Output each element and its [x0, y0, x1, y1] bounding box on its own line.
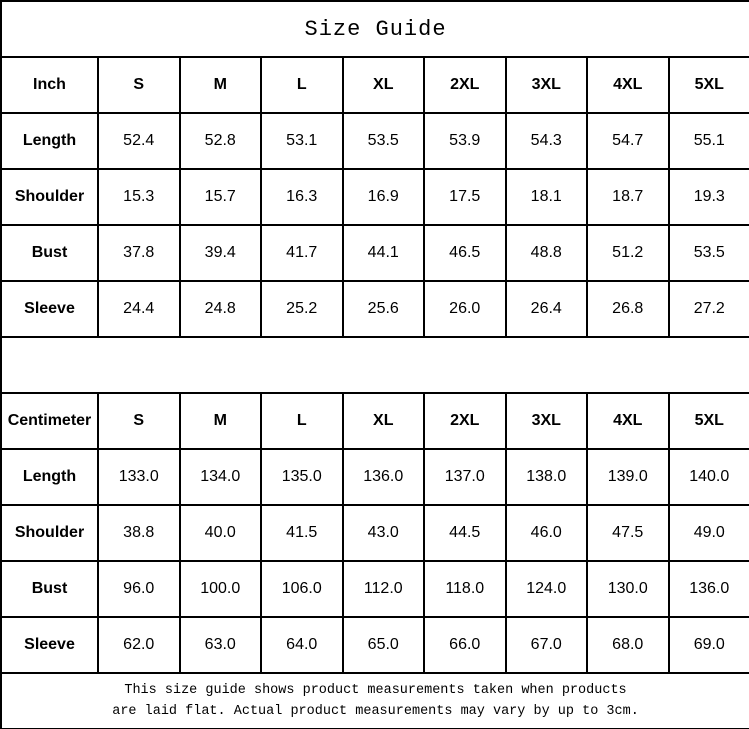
size-column-header: 5XL — [669, 57, 749, 113]
size-column-header: 5XL — [669, 393, 749, 449]
measurement-label: Bust — [1, 561, 98, 617]
centimeter-header-row — [1, 393, 749, 449]
measurement-value: 37.8 — [98, 225, 180, 281]
size-column-header: 4XL — [587, 393, 669, 449]
measurement-value: 62.0 — [98, 617, 180, 673]
measurement-label: Sleeve — [1, 617, 98, 673]
size-column-header: M — [180, 393, 262, 449]
measurement-value: 19.3 — [669, 169, 749, 225]
measurement-value: 40.0 — [180, 505, 262, 561]
measurement-value: 53.1 — [261, 113, 343, 169]
measurement-label: Length — [1, 449, 98, 505]
footer-note-line1: This size guide shows product measurements taken when products — [124, 682, 627, 698]
measurement-value: 66.0 — [424, 617, 506, 673]
measurement-label: Shoulder — [1, 505, 98, 561]
table-row — [1, 505, 749, 561]
size-column-header: 3XL — [506, 57, 588, 113]
measurement-value: 133.0 — [98, 449, 180, 505]
spacer-row — [1, 337, 749, 393]
measurement-value: 39.4 — [180, 225, 262, 281]
measurement-label: Sleeve — [1, 281, 98, 337]
measurement-label: Shoulder — [1, 169, 98, 225]
table-row — [1, 113, 749, 169]
measurement-value: 67.0 — [506, 617, 588, 673]
size-column-header: 2XL — [424, 57, 506, 113]
measurement-value: 55.1 — [669, 113, 749, 169]
size-column-header: M — [180, 57, 262, 113]
page-title: Size Guide — [1, 1, 749, 57]
footer-note — [1, 673, 749, 729]
measurement-value: 48.8 — [506, 225, 588, 281]
measurement-value: 24.4 — [98, 281, 180, 337]
measurement-value: 136.0 — [343, 449, 425, 505]
measurement-value: 54.7 — [587, 113, 669, 169]
measurement-value: 18.7 — [587, 169, 669, 225]
measurement-value: 41.5 — [261, 505, 343, 561]
size-column-header: S — [98, 57, 180, 113]
measurement-value: 52.4 — [98, 113, 180, 169]
measurement-value: 27.2 — [669, 281, 749, 337]
measurement-value: 18.1 — [506, 169, 588, 225]
measurement-value: 25.6 — [343, 281, 425, 337]
measurement-value: 118.0 — [424, 561, 506, 617]
size-column-header: XL — [343, 57, 425, 113]
measurement-value: 63.0 — [180, 617, 262, 673]
title-row — [1, 1, 749, 57]
measurement-value: 112.0 — [343, 561, 425, 617]
measurement-value: 26.8 — [587, 281, 669, 337]
size-column-header: XL — [343, 393, 425, 449]
measurement-value: 65.0 — [343, 617, 425, 673]
footer-note-line2: are laid flat. Actual product measurements may vary by up to 3cm. — [112, 703, 639, 719]
measurement-value: 47.5 — [587, 505, 669, 561]
measurement-value: 16.3 — [261, 169, 343, 225]
table-row — [1, 561, 749, 617]
measurement-value: 106.0 — [261, 561, 343, 617]
measurement-value: 44.1 — [343, 225, 425, 281]
measurement-value: 38.8 — [98, 505, 180, 561]
measurement-value: 49.0 — [669, 505, 749, 561]
size-column-header: L — [261, 57, 343, 113]
measurement-value: 130.0 — [587, 561, 669, 617]
measurement-value: 137.0 — [424, 449, 506, 505]
measurement-label: Bust — [1, 225, 98, 281]
measurement-label: Length — [1, 113, 98, 169]
measurement-value: 139.0 — [587, 449, 669, 505]
table-row — [1, 169, 749, 225]
size-column-header: S — [98, 393, 180, 449]
measurement-value: 134.0 — [180, 449, 262, 505]
measurement-value: 26.0 — [424, 281, 506, 337]
size-column-header: L — [261, 393, 343, 449]
measurement-value: 24.8 — [180, 281, 262, 337]
table-row — [1, 225, 749, 281]
measurement-value: 68.0 — [587, 617, 669, 673]
measurement-value: 135.0 — [261, 449, 343, 505]
table-row — [1, 281, 749, 337]
measurement-value: 140.0 — [669, 449, 749, 505]
measurement-value: 46.5 — [424, 225, 506, 281]
measurement-value: 17.5 — [424, 169, 506, 225]
measurement-value: 136.0 — [669, 561, 749, 617]
measurement-value: 44.5 — [424, 505, 506, 561]
measurement-value: 16.9 — [343, 169, 425, 225]
measurement-value: 52.8 — [180, 113, 262, 169]
unit-label-inch: Inch — [1, 57, 98, 113]
measurement-value: 15.7 — [180, 169, 262, 225]
measurement-value: 54.3 — [506, 113, 588, 169]
measurement-value: 43.0 — [343, 505, 425, 561]
measurement-value: 100.0 — [180, 561, 262, 617]
measurement-value: 51.2 — [587, 225, 669, 281]
size-column-header: 4XL — [587, 57, 669, 113]
measurement-value: 64.0 — [261, 617, 343, 673]
footer-row — [1, 673, 749, 729]
measurement-value: 124.0 — [506, 561, 588, 617]
table-row — [1, 617, 749, 673]
size-column-header: 3XL — [506, 393, 588, 449]
table-row — [1, 449, 749, 505]
measurement-value: 138.0 — [506, 449, 588, 505]
unit-label-centimeter: Centimeter — [1, 393, 98, 449]
measurement-value: 46.0 — [506, 505, 588, 561]
measurement-value: 53.9 — [424, 113, 506, 169]
measurement-value: 26.4 — [506, 281, 588, 337]
spacer-cell — [1, 337, 749, 393]
measurement-value: 41.7 — [261, 225, 343, 281]
measurement-value: 25.2 — [261, 281, 343, 337]
inch-header-row — [1, 57, 749, 113]
measurement-value: 69.0 — [669, 617, 749, 673]
measurement-value: 96.0 — [98, 561, 180, 617]
measurement-value: 53.5 — [669, 225, 749, 281]
size-column-header: 2XL — [424, 393, 506, 449]
measurement-value: 53.5 — [343, 113, 425, 169]
measurement-value: 15.3 — [98, 169, 180, 225]
